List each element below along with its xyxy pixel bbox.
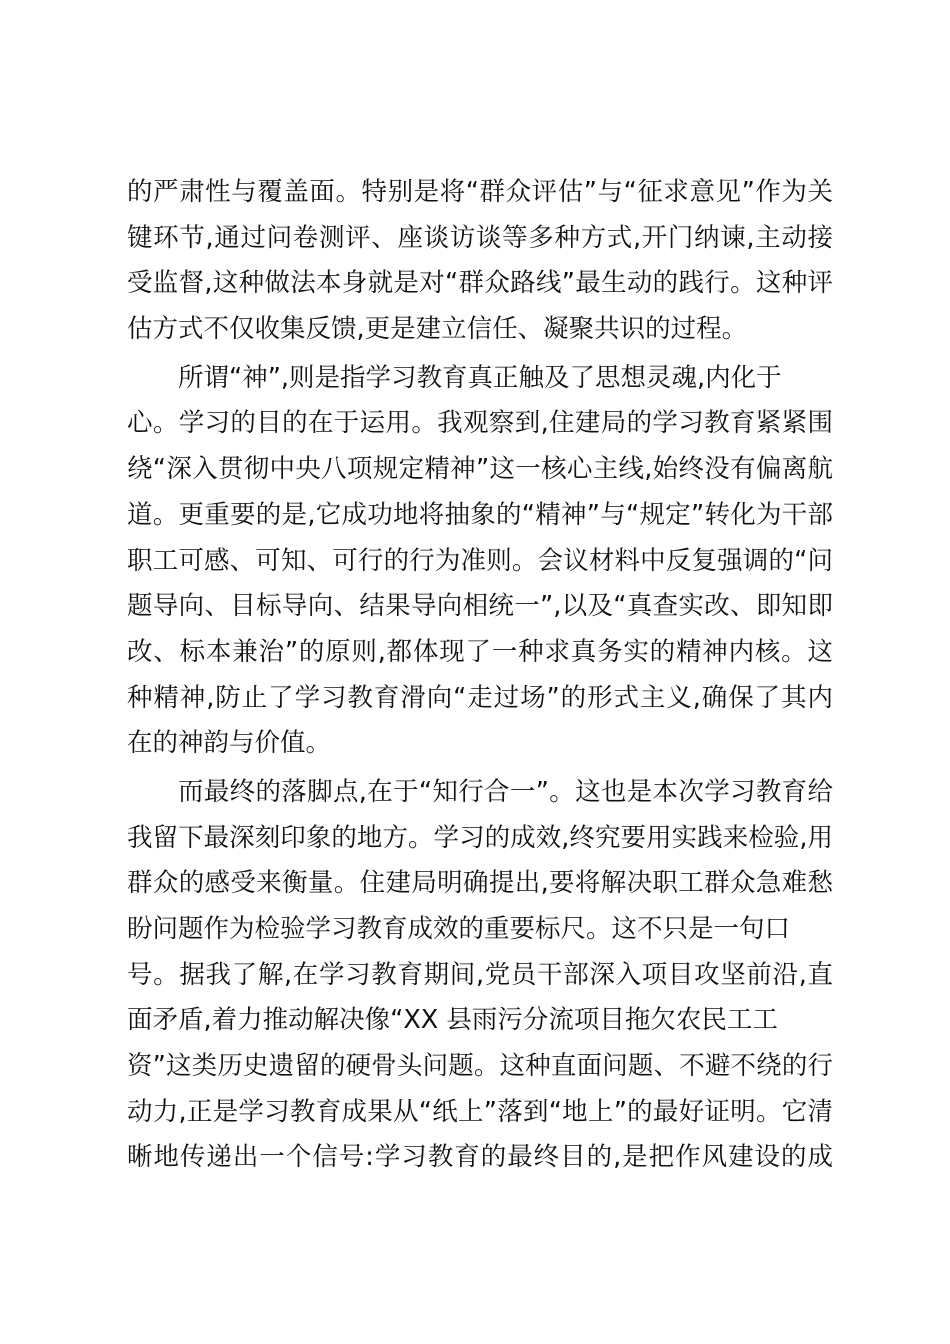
text-line: 心。学习的目的在于运用。我观察到,住建局的学习教育紧紧围 bbox=[127, 408, 833, 439]
body-text bbox=[127, 170, 833, 1181]
text-line: 我留下最深刻印象的地方。学习的成效,终究要用实践来检验,用 bbox=[127, 822, 833, 853]
text-line: 键环节,通过问卷测评、座谈访谈等多种方式,开门纳谏,主动接 bbox=[127, 222, 833, 253]
text-line: 而最终的落脚点,在于“知行合一”。这也是本次学习教育给 bbox=[178, 776, 833, 807]
text-line: 的严肃性与覆盖面。特别是将“群众评估”与“征求意见”作为关 bbox=[127, 177, 833, 207]
text-line: 盼问题作为检验学习教育成效的重要标尺。这不只是一句口 bbox=[127, 914, 791, 944]
text-line: 改、标本兼治”的原则,都体现了一种求真务实的精神内核。这 bbox=[127, 636, 833, 667]
text-line: 资”这类历史遗留的硬骨头问题。这种直面问题、不避不绕的行 bbox=[127, 1051, 833, 1082]
text-line: 晰地传递出一个信号:学习教育的最终目的,是把作风建设的成 bbox=[127, 1142, 833, 1173]
text-line: 受监督,这种做法本身就是对“群众路线”最生动的践行。这种评 bbox=[127, 268, 833, 299]
text-line: 在的神韵与价值。 bbox=[127, 728, 332, 759]
text-line: 估方式不仅收集反馈,更是建立信任、凝聚共识的过程。 bbox=[127, 314, 748, 345]
text-line: 号。据我了解,在学习教育期间,党员干部深入项目攻坚前沿,直 bbox=[127, 959, 833, 990]
text-line: 职工可感、可知、可行的行为准则。会议材料中反复强调的“问 bbox=[127, 545, 833, 576]
text-line: 道。更重要的是,它成功地将抽象的“精神”与“规定”转化为干部 bbox=[127, 499, 833, 530]
text-line: 种精神,防止了学习教育滑向“走过场”的形式主义,确保了其内 bbox=[127, 682, 833, 713]
text-line: 绕“深入贯彻中央八项规定精神”这一核心主线,始终没有偏离航 bbox=[127, 454, 833, 485]
text-line: 群众的感受来衡量。住建局明确提出,要将解决职工群众急难愁 bbox=[127, 868, 833, 899]
text-line: 动力,正是学习教育成果从“纸上”落到“地上”的最好证明。它清 bbox=[127, 1096, 833, 1127]
text-line: 所谓“神”,则是指学习教育真正触及了思想灵魂,内化于 bbox=[178, 362, 782, 393]
text-line: 面矛盾,着力推动解决像“XX 县雨污分流项目拖欠农民工工 bbox=[127, 1005, 778, 1036]
text-line: 题导向、目标导向、结果导向相统一”,以及“真查实改、即知即 bbox=[127, 591, 833, 622]
